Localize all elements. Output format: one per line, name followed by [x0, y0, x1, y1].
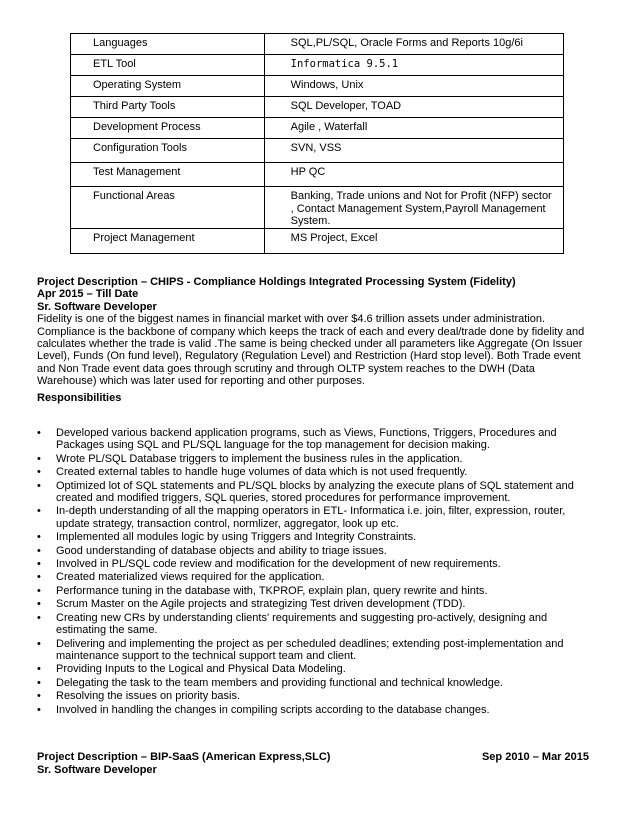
list-item: [37, 612, 593, 637]
bullet-icon: •: [37, 584, 41, 597]
responsibilities-heading: Responsibilities: [37, 392, 122, 404]
bullet-icon: •: [37, 531, 41, 544]
skill-value: Windows, Unix: [264, 76, 563, 97]
project-description: Fidelity is one of the biggest names in financial market with over $4.6 trillion assets under administration. Compliance is the backbone of company which keeps the track of each and every deal/trade done by fidelity and calculates whether the trade is valid .The same is being checked under all parameters like Aggregate (On Issuer Level), Funds (On fund level), Regulatory (Regulation Level) and Restriction (Hard stop level). Both Trade event and Non Trade event data goes through scrutiny and through OLTP system reaches to the DWH (Data Warehouse) which was later used for reporting and other purposes.: [37, 313, 585, 388]
table-row: [71, 76, 564, 97]
skills-table: [70, 33, 564, 254]
list-item: [37, 505, 593, 530]
responsibilities-list: [37, 427, 593, 717]
table-row: [71, 97, 564, 118]
list-item-text: Implemented all modules logic by using Triggers and Integrity Constraints.: [56, 531, 417, 544]
list-item-text: Good understanding of database objects and ability to triage issues.: [56, 544, 387, 557]
bullet-icon: •: [37, 544, 41, 557]
skill-label: Configuration Tools: [71, 139, 265, 163]
bullet-icon: •: [37, 703, 41, 716]
bullet-icon: •: [37, 676, 41, 689]
list-item-text: Resolving the issues on priority basis.: [56, 690, 241, 703]
project-title: Project Description – CHIPS - Compliance Holdings Integrated Processing System (Fidelity): [37, 276, 516, 288]
skill-label: Development Process: [71, 118, 265, 139]
skill-value: Banking, Trade unions and Not for Profit (NFP) sector , Contact Management System,Payroll Management System.: [264, 187, 563, 229]
list-item-text: In-depth understanding of all the mapping operators in ETL- Informatica i.e. join, filter, expression, router, update strategy, transaction control, normlizer, aggregator, look up etc.: [56, 505, 566, 530]
skill-value: MS Project, Excel: [264, 228, 563, 253]
bullet-icon: •: [37, 452, 41, 465]
list-item-text: Optimized lot of SQL statements and PL/SQL blocks by analyzing the execute plans of SQL statement and created and modified triggers, SQL queries, stored procedures for performance improvement.: [56, 479, 574, 505]
bullet-icon: •: [37, 427, 41, 439]
bullet-icon: •: [37, 571, 41, 584]
bullet-icon: •: [37, 637, 41, 650]
bullet-icon: •: [37, 505, 41, 518]
list-item: [37, 558, 593, 570]
skill-value: Agile , Waterfall: [264, 118, 563, 139]
skill-label: Operating System: [71, 76, 265, 97]
list-item: [37, 598, 593, 610]
list-item: [37, 480, 593, 505]
bullet-icon: •: [37, 690, 41, 703]
table-row: [71, 163, 564, 187]
skill-label: Functional Areas: [71, 187, 265, 229]
skill-value: HP QC: [264, 163, 563, 187]
project2-header: [37, 751, 593, 764]
list-item: [37, 638, 593, 663]
list-item-text: Developed various backend application programs, such as Views, Functions, Triggers, Procedures and Packages using SQL and PL/SQL language for the top management for decision making.: [56, 427, 557, 452]
bullet-icon: •: [37, 479, 41, 492]
list-item: [37, 453, 593, 465]
bullet-icon: •: [37, 466, 41, 479]
list-item-text: Created external tables to handle huge volumes of data which is not used frequently.: [56, 466, 468, 479]
list-item-text: Created materialized views required for the application.: [56, 571, 325, 584]
list-item: [37, 545, 593, 557]
skill-label: Project Management: [71, 228, 265, 253]
list-item-text: Scrum Master on the Agile projects and strategizing Test driven development (TDD).: [56, 598, 466, 611]
skill-label: Languages: [71, 34, 265, 55]
table-row: [71, 228, 564, 253]
list-item-text: Involved in PL/SQL code review and modification for the development of new requirements.: [56, 558, 501, 571]
project-dates: Apr 2015 – Till Date: [37, 288, 139, 301]
bullet-icon: •: [37, 558, 41, 571]
table-row: [71, 34, 564, 55]
table-row: [71, 55, 564, 76]
skill-value: SQL,PL/SQL, Oracle Forms and Reports 10g/6i: [264, 34, 563, 55]
bullet-icon: •: [37, 663, 41, 676]
project2-dates: Sep 2010 – Mar 2015: [481, 751, 589, 763]
skill-value: SVN, VSS: [264, 139, 563, 163]
list-item: [37, 571, 593, 583]
skill-label: ETL Tool: [71, 55, 265, 76]
bullet-icon: •: [37, 611, 41, 624]
list-item: [37, 677, 593, 689]
list-item: [37, 427, 593, 452]
table-row: [71, 118, 564, 139]
list-item-text: Wrote PL/SQL Database triggers to implement the business rules in the application.: [56, 452, 463, 465]
skill-label: Third Party Tools: [71, 97, 265, 118]
list-item-text: Delegating the task to the team members and providing functional and technical knowledge.: [56, 676, 503, 689]
list-item: [37, 690, 593, 702]
list-item-text: Providing Inputs to the Logical and Physical Data Modeling.: [56, 663, 346, 676]
project-role: Sr. Software Developer: [37, 300, 157, 313]
list-item-text: Performance tuning in the database with, TKPROF, explain plan, query rewrite and hints.: [56, 584, 488, 597]
list-item: [37, 585, 593, 597]
skill-label: Test Management: [71, 163, 265, 187]
project2-role: Sr. Software Developer: [37, 764, 157, 776]
project2-title: Project Description – BIP-SaaS (American Express,SLC): [37, 751, 331, 763]
list-item-text: Involved in handling the changes in compiling scripts according to the database changes.: [56, 703, 490, 716]
list-item: [37, 663, 593, 675]
list-item: [37, 704, 593, 716]
list-item-text: Creating new CRs by understanding clients' requirements and suggesting pro-actively, designing and estimating the same.: [56, 611, 548, 637]
table-row: [71, 139, 564, 163]
skills-table-body: [71, 34, 564, 254]
skill-value: Informatica 9.5.1: [264, 55, 563, 76]
bullet-icon: •: [37, 598, 41, 611]
list-item-text: Delivering and implementing the project as per scheduled deadlines; extending post-implementation and maintenance support to the technical support team and client.: [56, 637, 564, 662]
skill-value: SQL Developer, TOAD: [264, 97, 563, 118]
table-row: [71, 187, 564, 229]
project-header: [37, 276, 593, 388]
list-item: [37, 531, 593, 543]
list-item: [37, 466, 593, 478]
